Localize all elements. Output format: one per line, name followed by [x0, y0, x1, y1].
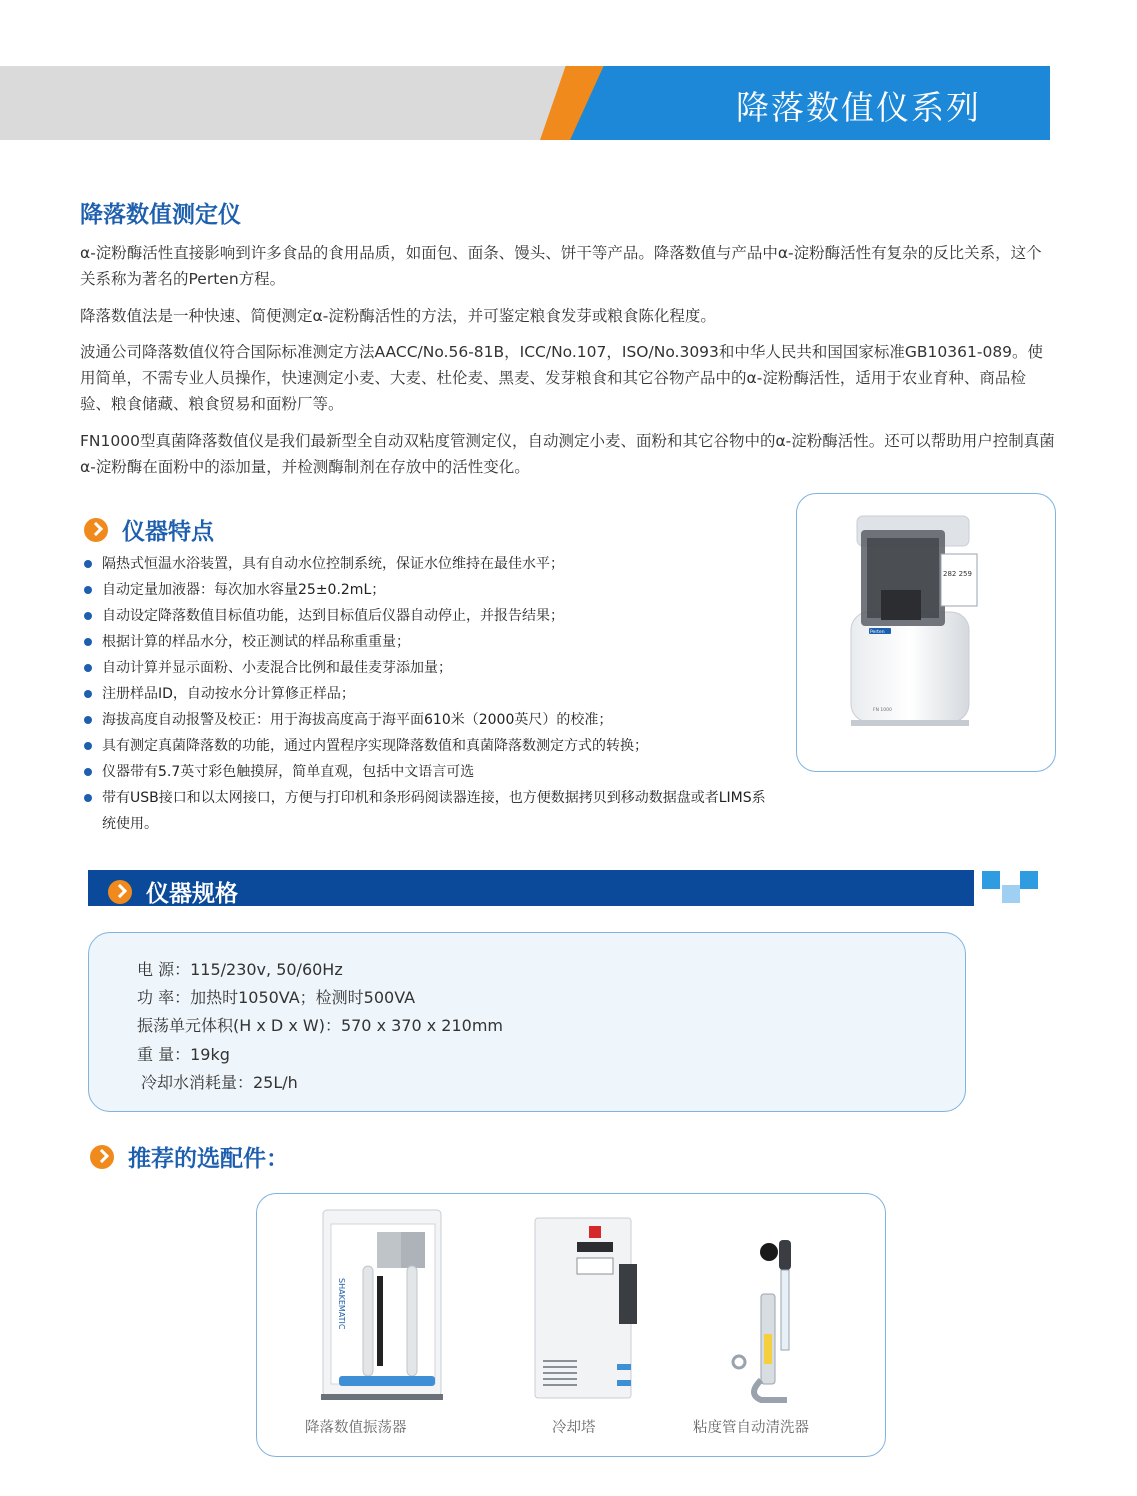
intro-paragraph-4: FN1000型真菌降落数值仪是我们最新型全自动双粘度管测定仪，自动测定小麦、面粉和其它谷物中的α-淀粉酶活性。还可以帮助用户控制真菌α-淀粉酶在面粉中的添加量，并检测酶制剂在存放中的活性变化。	[80, 432, 1055, 476]
feature-item: 自动定量加液器：每次加水容量25±0.2mL；	[84, 577, 774, 603]
feature-item: 具有测定真菌降落数的功能，通过内置程序实现降落数值和真菌降落数测定方式的转换；	[84, 733, 774, 759]
decorative-square	[1002, 885, 1020, 903]
arrow-circle-icon	[108, 880, 132, 904]
specs-header-bar	[88, 870, 974, 906]
arrow-circle-icon	[90, 1145, 114, 1169]
intro-paragraph-1: α-淀粉酶活性直接影响到许多食品的食用品质，如面包、面条、馒头、饼干等产品。降落数值与产品中α-淀粉酶活性有复杂的反比关系，这个关系称为著名的Perten方程。	[80, 244, 1042, 288]
accessories-title: 推荐的选配件：	[128, 1146, 289, 1172]
spec-power-supply: 电 源：115/230v, 50/60Hz	[137, 960, 343, 979]
spec-dimensions: 振荡单元体积(H x D x W)：570 x 370 x 210mm	[137, 1016, 504, 1035]
decorative-square	[1020, 871, 1038, 889]
product-image-box	[796, 493, 1056, 772]
feature-item: 隔热式恒温水浴装置，具有自动水位控制系统，保证水位维持在最佳水平；	[84, 551, 774, 577]
accessory-label-shaker: 降落数值振荡器	[305, 1420, 407, 1436]
series-title: 降落数值仪系列	[736, 88, 981, 127]
specs-box	[88, 932, 966, 1112]
device-display-readout: 282 259	[943, 570, 972, 578]
feature-item: 自动计算并显示面粉、小麦混合比例和最佳麦芽添加量；	[84, 655, 774, 681]
features-heading	[84, 513, 214, 546]
shaker-brand-label: SHAKEMATIC	[337, 1278, 346, 1330]
accessory-label-tube-cleaner: 粘度管自动清洗器	[693, 1420, 809, 1436]
falling-number-instrument-image	[797, 494, 1055, 771]
accessories-box	[256, 1193, 886, 1457]
section-title: 降落数值测定仪	[80, 202, 241, 228]
device-model-label: FN 1000	[873, 708, 892, 713]
spec-power-rating: 功 率：加热时1050VA；检测时500VA	[137, 988, 416, 1007]
header-banner-gray	[0, 66, 580, 140]
tube-cleaner-image	[717, 1234, 817, 1404]
shaker-image	[317, 1206, 447, 1406]
specs-title: 仪器规格	[146, 881, 238, 907]
cooling-tower-image	[527, 1214, 647, 1404]
arrow-circle-icon	[84, 518, 108, 542]
device-brand-label: Perten	[870, 630, 885, 635]
features-list	[84, 551, 774, 837]
decorative-square	[982, 871, 1000, 889]
intro-paragraph-3: 波通公司降落数值仪符合国际标准测定方法AACC/No.56-81B，ICC/No.107，ISO/No.3093和中华人民共和国国家标准GB10361-089。使用简单，不需专业人员操作，快速测定小麦、大麦、杜伦麦、黑麦、发芽粮食和其它谷物产品中的α-淀粉酶活性，适用于农业育种、商品检验、粮食储藏、粮食贸易和面粉厂等。	[80, 343, 1044, 413]
feature-item: 海拔高度自动报警及校正：用于海拔高度高于海平面610米（2000英尺）的校准；	[84, 707, 774, 733]
accessory-label-cooling-tower: 冷却塔	[552, 1420, 596, 1436]
feature-item: 注册样品ID，自动按水分计算修正样品；	[84, 681, 774, 707]
feature-item: 带有USB接口和以太网接口，方便与打印机和条形码阅读器连接，也方便数据拷贝到移动数据盘或者LIMS系统使用。	[84, 785, 774, 837]
specs-heading	[108, 875, 238, 908]
intro-paragraph-2: 降落数值法是一种快速、简便测定α-淀粉酶活性的方法，并可鉴定粮食发芽或粮食陈化程度。	[80, 307, 716, 325]
feature-item: 自动设定降落数值目标值功能，达到目标值后仪器自动停止，并报告结果；	[84, 603, 774, 629]
spec-water-consumption: 冷却水消耗量：25L/h	[141, 1073, 298, 1092]
features-title: 仪器特点	[122, 519, 214, 545]
accessories-heading	[90, 1140, 289, 1173]
feature-item: 根据计算的样品水分，校正测试的样品称重重量；	[84, 629, 774, 655]
spec-weight: 重 量：19kg	[137, 1045, 230, 1064]
feature-item: 仪器带有5.7英寸彩色触摸屏，简单直观，包括中文语言可选	[84, 759, 774, 785]
